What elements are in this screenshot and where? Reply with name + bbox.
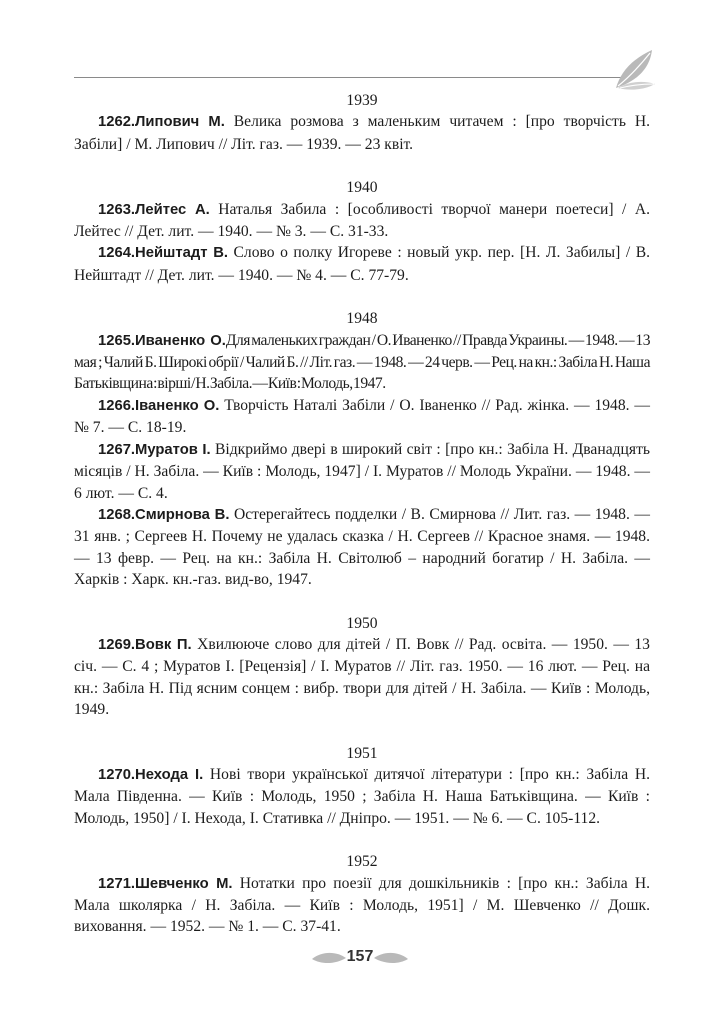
entry-number: 1266.: [98, 397, 136, 414]
entry-number: 1263.: [98, 201, 136, 218]
entry-text: Нові твори української дитячої літератури : [про кн.: Забіла Н. Мала Південна. — Київ : Молодь, 1950 ; Забіла Н. Наша Батьківщина. — Київ : Молодь, 1950] / І. Нехода, І. Стативка // Дніпро. — 1951. — № 6. — С. 105-112.: [74, 765, 650, 827]
entry-author: Муратов І.: [135, 441, 211, 458]
entry-text: Остерегайтесь подделки / В. Смирнова // Лит. газ. — 1948. — 31 янв. ; Сергеев Н. Почему не удалась сказка / Н. Сергеев // Красное знамя. — 1948. — 13 февр. — Рец. на кн.: Забіла Н. Світолюб – народний богатир / Н. Забіла. — Харків : Харк. кн.-газ. вид-во, 1947.: [74, 505, 651, 589]
entry-text: Хвилююче слово для дітей / П. Вовк // Рад. освіта. — 1950. — 13 січ. — С. 4 ; Муратов І. [Рецензія] / І. Муратов // Літ. газ. 1950. — 16 лют. — Рец. на кн.: Забіла Н. Під ясним сонцем : вибр. твори для дітей / Н. Забіла. — Київ : Молодь, 1949.: [74, 635, 650, 719]
section-1940: [74, 177, 650, 286]
year-heading: 1952: [346, 853, 378, 871]
entry: [74, 111, 650, 155]
entry-number: 1268.: [98, 506, 136, 523]
year-heading: 1948: [346, 310, 378, 328]
section-1952: [74, 851, 650, 938]
entry: [74, 199, 650, 243]
entry: [74, 764, 650, 829]
entry: [74, 634, 650, 721]
section-1951: [74, 743, 650, 830]
entry-author: Нейштадт В.: [135, 245, 229, 262]
entry-text: Слово о полку Игоревe : новый укр. пер. [Н. Л. Забилы] / В. Нейштадт // Дет. лит. — 1940. — № 4. — С. 77-79.: [74, 244, 650, 284]
entry-author: Іваненко О.: [135, 397, 220, 414]
entry-number: 1269.: [98, 636, 136, 653]
entry: [74, 504, 650, 591]
entry: [74, 242, 650, 286]
entry-number: 1267.: [98, 441, 136, 458]
entry-text: Велика розмова з маленьким читачем : [про творчість Н. Забіли] / М. Липович // Літ. газ. — 1939. — 23 квіт.: [74, 113, 650, 153]
entry-number: 1265.: [98, 332, 136, 349]
section-1939: [74, 90, 650, 155]
year-heading: 1951: [346, 744, 378, 762]
page-number: 157: [346, 948, 374, 965]
entry-number: 1262.: [98, 114, 136, 131]
year-heading: 1939: [346, 92, 378, 109]
page-number-badge: [310, 945, 410, 971]
entry-text: Наталья Забила : [особливості творчої манери поетеси] / А. Лейтес // Дет. лит. — 1940. — № 3. — С. 31-33.: [74, 200, 650, 241]
year-heading: 1950: [346, 614, 378, 632]
entry-text: Для маленьких граждан / О. Иваненко // Правда Украины. — 1948. — 13 мая ; Чалий Б. Широкі обрії / Чалий Б. // Літ. газ. — 1948. — 24 черв. — Рец. на кн.: Забіла Н. Наша Батьківщина : вірші / Н. Забіла. — Київ : Молодь, 1947.: [74, 331, 650, 393]
entry-number: 1271.: [98, 875, 136, 892]
leaf-ornament-icon: [612, 48, 656, 90]
entry-author: Смирнова В.: [135, 506, 230, 523]
entry-author: Нехода І.: [135, 766, 204, 783]
section-1950: [74, 613, 650, 721]
entry: [74, 395, 650, 439]
bibliography: [74, 90, 650, 938]
entry-author: Иваненко О.: [135, 332, 226, 349]
entry-text: Відкриймо двері в широкий світ : [про кн.: Забіла Н. Дванадцять місяців / Н. Забіла. — Київ : Молодь, 1947] / І. Муратов // Молодь України. — 1948. — 6 лют. — С. 4.: [74, 440, 650, 502]
entry-text: Нотатки про поезії для дошкільників : [про кн.: Забіла Н. Мала школярка / Н. Забіла. — Київ : Молодь, 1951] / М. Шевченко // Дошк. виховання. — 1952. — № 1. — С. 37-41.: [74, 874, 650, 936]
header-rule: [74, 77, 630, 78]
entry-number: 1264.: [98, 245, 136, 262]
year-heading: 1940: [346, 179, 378, 197]
section-1948: [74, 308, 650, 590]
entry-author: Липович М.: [135, 114, 225, 131]
entry: [74, 439, 650, 504]
entry-author: Шевченко М.: [135, 875, 233, 892]
entry: [74, 873, 650, 938]
entry-author: Вовк П.: [135, 636, 192, 653]
entry-number: 1270.: [98, 766, 136, 783]
entry-text: Творчість Наталі Забіли / О. Іваненко // Рад. жінка. — 1948. — № 7. — С. 18-19.: [74, 396, 650, 437]
entry: [74, 330, 650, 395]
entry-author: Лейтес А.: [135, 201, 210, 218]
